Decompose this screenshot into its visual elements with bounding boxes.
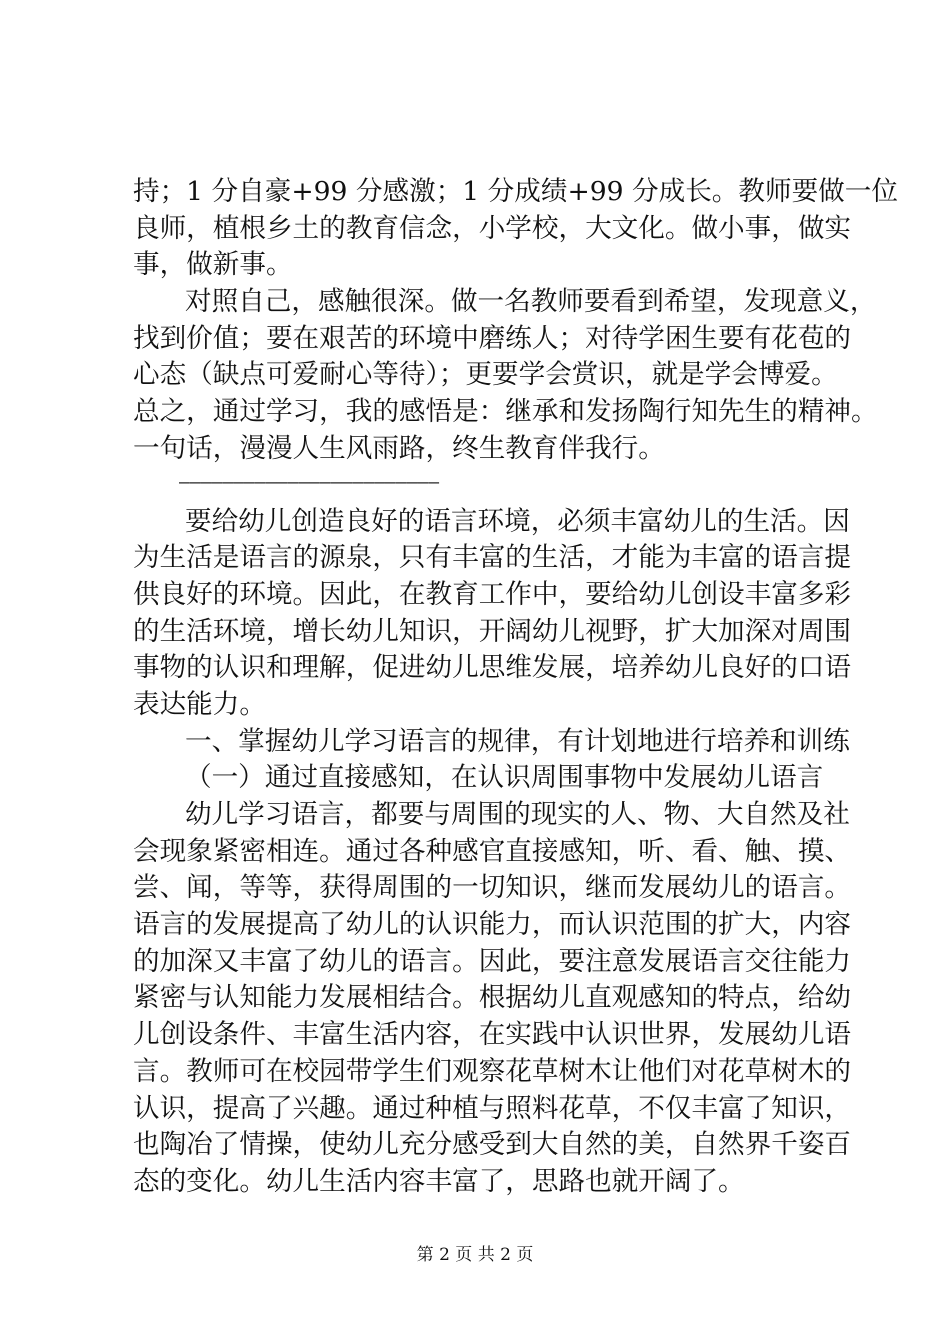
- text-line: 事，做新事。: [133, 249, 293, 281]
- text-line: 要给幼儿创造良好的语言环境，必须丰富幼儿的生活。因: [185, 505, 850, 537]
- text-line: 言。教师可在校园带学生们观察花草树木让他们对花草树木的: [133, 1055, 852, 1087]
- text-line: 心态（缺点可爱耐心等待）；更要学会赏识，就是学会博爱。: [133, 359, 838, 391]
- document-body: [133, 174, 898, 1201]
- text-line: 幼儿学习语言，都要与周围的现实的人、物、大自然及社: [185, 799, 850, 830]
- text-line: 供良好的环境。因此，在教育工作中，要给幼儿创设丰富多彩: [133, 578, 852, 610]
- text-line: 对照自己，感触很深。做一名教师要看到希望，发现意义，: [185, 286, 877, 318]
- text-line: 一句话，漫漫人生风雨路，终生教育伴我行。: [133, 432, 665, 464]
- text-line: 总之，通过学习，我的感悟是：继承和发扬陶行知先生的精神。: [133, 396, 878, 428]
- text-line: 事物的认识和理解，促进幼儿思维发展，培养幼儿良好的口语: [133, 652, 852, 684]
- paragraph-4: [133, 797, 852, 1201]
- subsection-heading: （一）通过直接感知，在认识周围事物中发展幼儿语言: [185, 762, 824, 794]
- text-line: 的生活环境，增长幼儿知识，开阔幼儿视野，扩大加深对周围: [133, 615, 852, 647]
- text-line: 紧密与认知能力发展相结合。根据幼儿直观感知的特点，给幼: [133, 982, 852, 1014]
- section-heading: 一、掌握幼儿学习语言的规律，有计划地进行培养和训练: [185, 725, 850, 757]
- text-line: 尝、闻，等等，获得周围的一切知识，继而发展幼儿的语言。: [133, 872, 852, 904]
- paragraph-2: [133, 284, 878, 467]
- text-line: 会现象紧密相连。通过各种感官直接感知，听、看、触、摸、: [133, 835, 852, 867]
- separator-line: ————————————————————————: [179, 471, 440, 493]
- text-line: 为生活是语言的源泉，只有丰富的生活，才能为丰富的语言提: [133, 542, 852, 574]
- text-line: 的加深又丰富了幼儿的语言。因此，要注意发展语言交往能力: [133, 945, 852, 977]
- paragraph-3: [133, 504, 852, 724]
- text-line: 态的变化。幼儿生活内容丰富了，思路也就开阔了。: [133, 1165, 745, 1197]
- text-line: 良师，植根乡土的教育信念，小学校，大文化。做小事，做实: [133, 212, 852, 244]
- text-line: 持；1 分自豪+99 分感激；1 分成绩+99 分成长。教师要做一位: [133, 176, 898, 207]
- text-line: 语言的发展提高了幼儿的认识能力，而认识范围的扩大，内容: [133, 909, 852, 941]
- text-line: 找到价值；要在艰苦的环境中磨练人；对待学困生要有花苞的: [133, 322, 852, 354]
- page-number-footer: 第 2 页 共 2 页: [416, 1245, 534, 1265]
- text-line: 认识，提高了兴趣。通过种植与照料花草，不仅丰富了知识，: [133, 1092, 852, 1124]
- text-line: 也陶冶了情操，使幼儿充分感受到大自然的美，自然界千姿百: [133, 1129, 852, 1161]
- text-line: 儿创设条件、丰富生活内容，在实践中认识世界，发展幼儿语: [133, 1019, 852, 1051]
- paragraph-1: [133, 174, 898, 284]
- text-line: 表达能力。: [133, 688, 266, 720]
